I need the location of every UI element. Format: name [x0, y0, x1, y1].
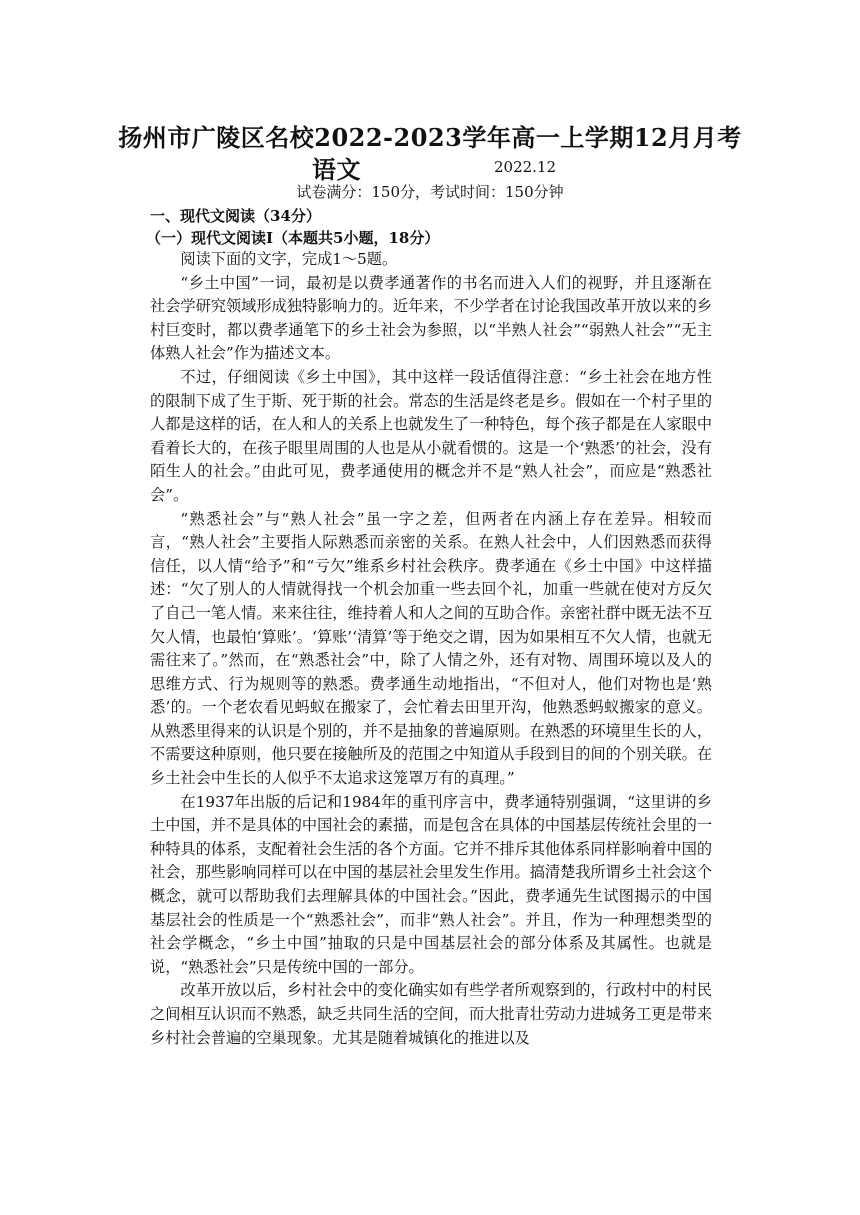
- document-title: 扬州市广陵区名校2022-2023学年高一上学期12月月考: [118, 123, 742, 152]
- passage-paragraph: 不过，仔细阅读《乡土中国》，其中这样一段话值得注意：“乡土社会在地方性的限制下成了生于斯、死于斯的社会。常态的生活是终老是乡。假如在一个村子里的人都是这样的话，在人和人的关系上也就发生了一种特色，每个孩子都是在人家眼中看着长大的，在孩子眼里周围的人也是从小就看惯的。这是一个‘熟悉’的社会，没有陌生人的社会。”由此可见，费孝通使用的概念并不是“熟人社会”，而应是“熟悉社会”。: [150, 367, 712, 504]
- reading-passage: [150, 248, 712, 1050]
- passage-paragraph: “熟悉社会”与“熟人社会”虽一字之差，但两者在内涵上存在差异。相较而言，“熟人社会”主要指人际熟悉而亲密的关系。在熟人社会中，人们因熟悉而获得信任，以人情“给予”和“亏欠”维系乡村社会秩序。费孝通在《乡土中国》中这样描述：“欠了别人的人情就得找一个机会加重一些去回个礼，加重一些就在使对方反欠了自己一笔人情。来来往往，维持着人和人之间的互助合作。亲密社群中既无法不互欠人情，也最怕‘算账’。‘算账’‘清算’等于绝交之谓，因为如果相互不欠人情，也就无需往来了。”然而，在“熟悉社会”中，除了人情之外，还有对物、周围环境以及人的思维方式、行为规则等的熟悉。费孝通生动地指出，“不但对人，他们对物也是‘熟悉’的。一个老农看见蚂蚁在搬家了，会忙着去田里开沟，他熟悉蚂蚁搬家的意义。从熟悉里得来的认识是个别的，并不是抽象的普遍原则。在熟悉的环境里生长的人，不需要这种原则，他只要在接触所及的范围之中知道从手段到目的间的个别关联。在乡土社会中生长的人似乎不太追求这笼罩万有的真理。”: [150, 509, 712, 788]
- passage-paragraph: “乡土中国”一词，最初是以费孝通著作的书名而进入人们的视野，并且逐渐在社会学研究领域形成独特影响力的。近年来，不少学者在讨论我国改革开放以来的乡村巨变时，都以费孝通笔下的乡土社会为参照，以“半熟人社会”“弱熟人社会”“无主体熟人社会”作为描述文本。: [150, 273, 712, 363]
- instruction-paragraph: 阅读下面的文字，完成1～5题。: [180, 250, 398, 268]
- exam-date: 2022.12: [494, 158, 557, 176]
- passage-paragraph: 改革开放以后，乡村社会中的变化确实如有些学者所观察到的，行政村中的村民之间相互认识而不熟悉，缺乏共同生活的空间，而大批青壮劳动力进城务工更是带来乡村社会普遍的空巢现象。尤其是随着城镇化的推进以及: [150, 981, 712, 1047]
- subsection-heading: （一）现代文阅读I（本题共5小题，18分）: [146, 229, 440, 247]
- exam-meta: 试卷满分：150分，考试时间：150分钟: [296, 183, 564, 201]
- passage-paragraph: 在1937年出版的后记和1984年的重刊序言中，费孝通特别强调，“这里讲的乡土中国，并不是具体的中国社会的素描，而是包含在具体的中国基层传统社会里的一种特具的体系，支配着社会生活的各个方面。它并不排斥其他体系同样影响着中国的社会，那些影响同样可以在中国的基层社会里发生作用。搞清楚我所谓乡土社会这个概念，就可以帮助我们去理解具体的中国社会。”因此，费孝通先生试图揭示的中国基层社会的性质是一个“熟悉社会”，而非“熟人社会”。并且，作为一种理想类型的社会学概念，“乡土中国”抽取的只是中国基层社会的部分体系及其属性。也就是说，“熟悉社会”只是传统中国的一部分。: [150, 792, 712, 976]
- subject-title: 语文: [312, 155, 361, 184]
- section-heading: 一、现代文阅读（34分）: [150, 207, 321, 225]
